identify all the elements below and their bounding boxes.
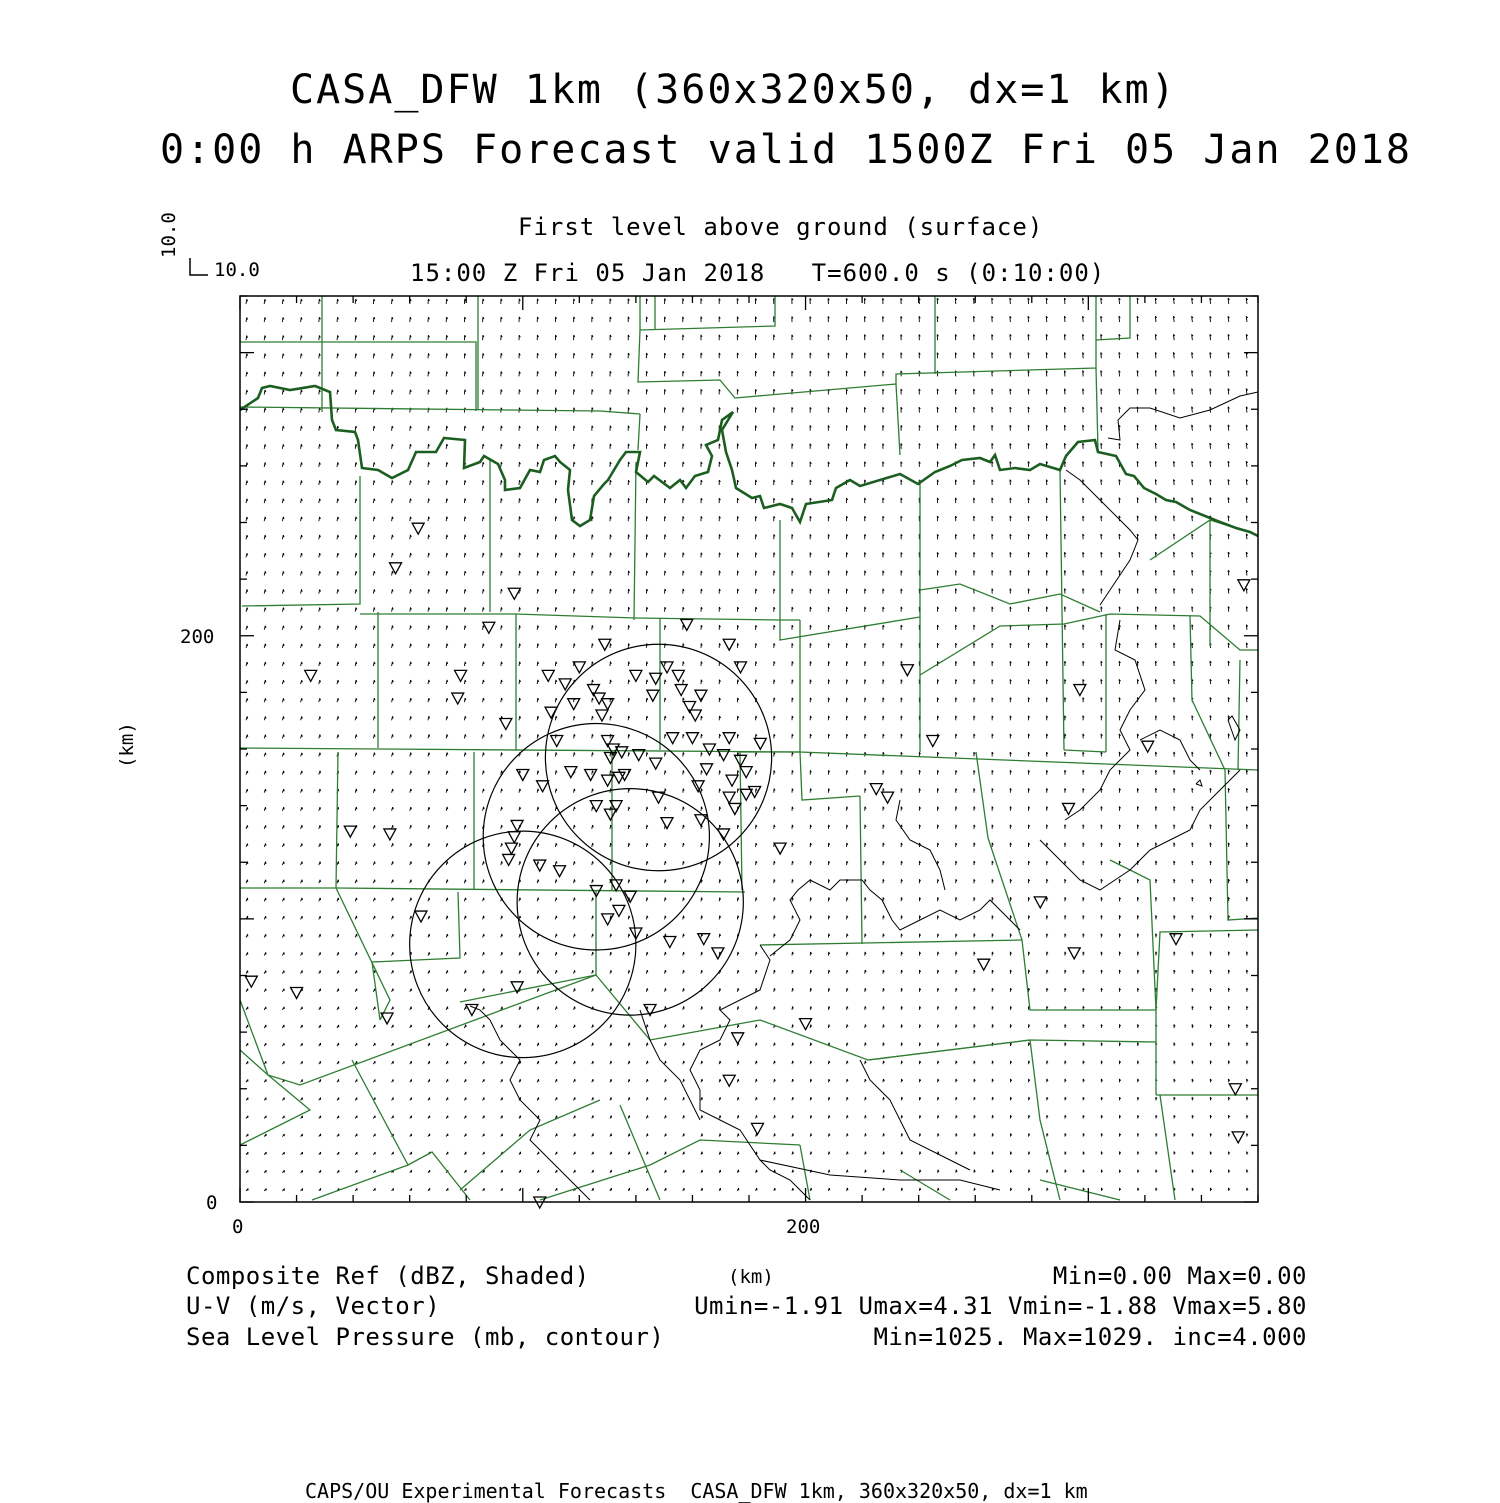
station-marker <box>1232 1132 1244 1143</box>
y-tick-200: 200 <box>180 626 215 648</box>
station-marker <box>667 733 679 744</box>
station-marker <box>455 670 467 681</box>
station-marker <box>686 733 698 744</box>
station-marker <box>542 670 554 681</box>
station-marker <box>650 758 662 769</box>
legend-wind-range: Umin=-1.91 Umax=4.31 Vmin=-1.88 Vmax=5.80 <box>694 1292 1307 1320</box>
station-marker <box>664 937 676 948</box>
station-marker <box>384 829 396 840</box>
station-marker <box>599 639 611 650</box>
y-tick-0: 0 <box>206 1192 218 1214</box>
station-marker <box>305 670 317 681</box>
legend-pressure: Sea Level Pressure (mb, contour) <box>186 1323 665 1351</box>
station-marker <box>630 670 642 681</box>
station-marker <box>672 670 684 681</box>
station-marker <box>344 826 356 837</box>
legend-reflectivity: Composite Ref (dBZ, Shaded) <box>186 1262 590 1290</box>
station-marker <box>534 860 546 871</box>
station-marker <box>551 736 563 747</box>
station-marker <box>466 1004 478 1015</box>
county-boundaries <box>240 296 1258 1200</box>
station-marker <box>596 710 608 721</box>
station-marker <box>703 744 715 755</box>
station-marker <box>517 769 529 780</box>
station-marker <box>452 693 464 704</box>
x-tick-200: 200 <box>786 1216 821 1238</box>
station-marker <box>774 843 786 854</box>
station-marker <box>1074 685 1086 696</box>
station-marker <box>675 685 687 696</box>
station-marker <box>689 710 701 721</box>
station-marker <box>698 934 710 945</box>
vector-key-arrow <box>190 258 208 275</box>
x-axis-label: (km) <box>728 1266 774 1288</box>
legend-pressure-range: Min=1025. Max=1029. inc=4.000 <box>873 1323 1307 1351</box>
station-marker <box>554 866 566 877</box>
observation-stations <box>245 523 1250 1208</box>
vector-key-u-label: 10.0 <box>214 259 260 281</box>
station-marker <box>661 818 673 829</box>
station-marker <box>732 1033 744 1044</box>
station-marker <box>483 622 495 633</box>
footer-credit: CAPS/OU Experimental Forecasts CASA_DFW 1km, 360x320x50, dx=1 km <box>305 1479 1088 1503</box>
station-marker <box>1063 803 1075 814</box>
station-marker <box>729 803 741 814</box>
title-line1: CASA_DFW 1km (360x320x50, dx=1 km) <box>290 67 1177 113</box>
station-marker <box>1170 934 1182 945</box>
station-marker <box>723 792 735 803</box>
station-marker <box>412 523 424 534</box>
station-marker <box>870 784 882 795</box>
station-marker <box>1238 580 1250 591</box>
radar-range-rings <box>410 644 772 1057</box>
station-marker <box>1142 741 1154 752</box>
station-marker <box>723 1075 735 1086</box>
station-marker <box>245 976 257 987</box>
station-marker <box>927 736 939 747</box>
station-marker <box>647 690 659 701</box>
station-marker <box>661 662 673 673</box>
station-marker <box>585 769 597 780</box>
station-marker <box>701 764 713 775</box>
station-marker <box>511 820 523 831</box>
legend-reflectivity-range: Min=0.00 Max=0.00 <box>1052 1262 1307 1290</box>
y-axis-label: (km) <box>116 722 138 768</box>
station-marker <box>1068 948 1080 959</box>
station-marker <box>978 959 990 970</box>
station-marker <box>754 738 766 749</box>
station-marker <box>503 854 515 865</box>
station-marker <box>1034 897 1046 908</box>
station-marker <box>712 948 724 959</box>
station-marker <box>505 843 517 854</box>
station-marker <box>415 911 427 922</box>
station-marker <box>291 987 303 998</box>
station-marker <box>500 719 512 730</box>
legend-wind-vector: U-V (m/s, Vector) <box>186 1292 441 1320</box>
station-marker <box>390 563 402 574</box>
station-marker <box>613 905 625 916</box>
level-label: First level above ground (surface) <box>518 213 1044 241</box>
station-marker <box>735 662 747 673</box>
station-marker <box>723 639 735 650</box>
water-features <box>470 392 1258 1200</box>
station-marker <box>901 665 913 676</box>
x-tick-0: 0 <box>232 1216 244 1238</box>
title-line2: 0:00 h ARPS Forecast valid 1500Z Fri 05 Jan 2018 <box>160 127 1412 173</box>
station-marker <box>508 588 520 599</box>
vector-key-v-label: 10.0 <box>158 212 180 258</box>
station-marker <box>726 775 738 786</box>
station-marker <box>508 832 520 843</box>
station-marker <box>723 733 735 744</box>
station-marker <box>740 767 752 778</box>
station-marker <box>1229 1084 1241 1095</box>
station-marker <box>751 1123 763 1134</box>
station-marker <box>602 914 614 925</box>
time-label: 15:00 Z Fri 05 Jan 2018 T=600.0 s (0:10:00) <box>410 259 1106 287</box>
station-marker <box>602 699 614 710</box>
station-marker <box>800 1019 812 1030</box>
station-marker <box>882 792 894 803</box>
